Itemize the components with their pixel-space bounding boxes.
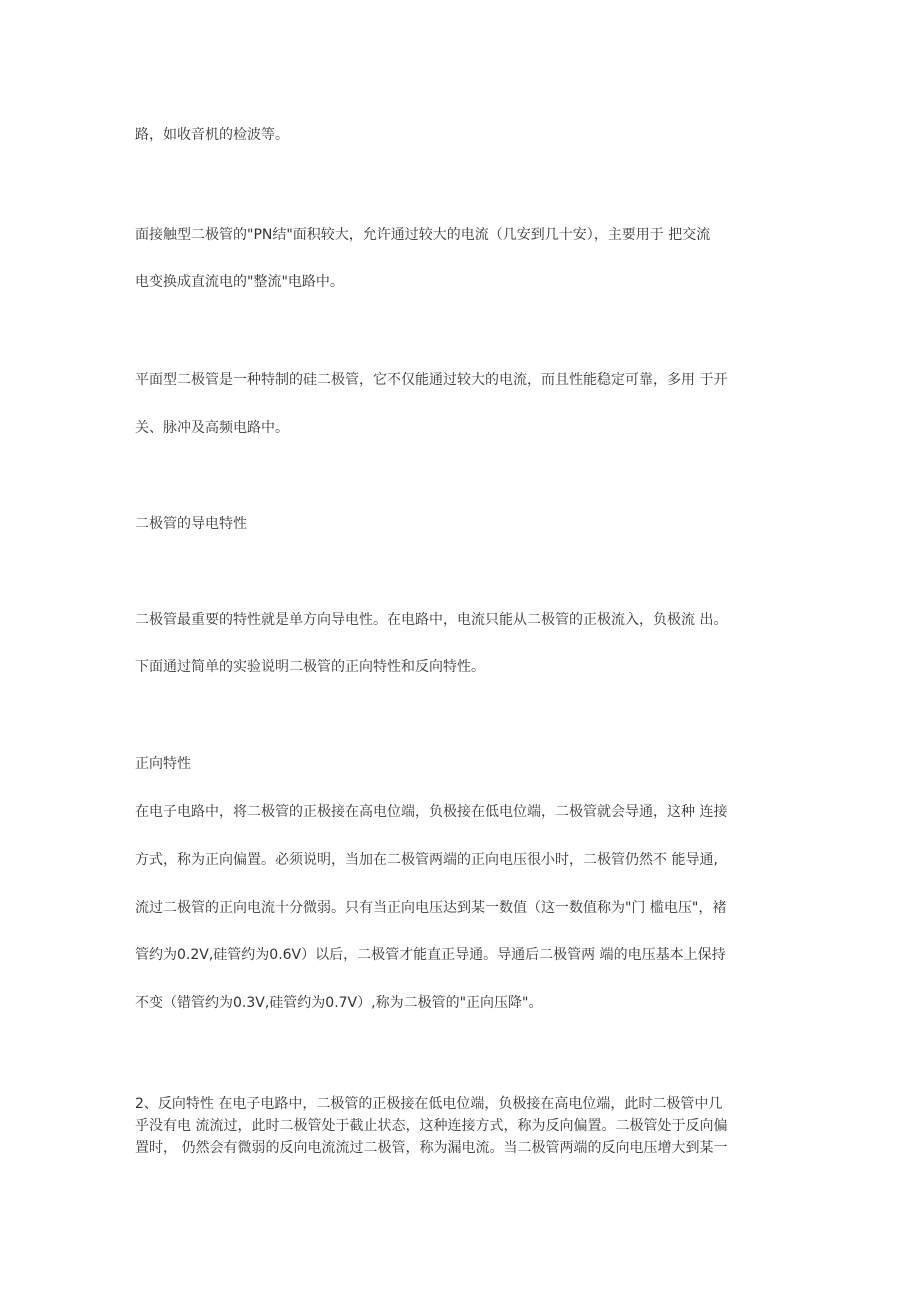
paragraph-line: 方式，称为正向偏置。必须说明，当加在二极管两端的正向电压很小时，二极管仍然不 能导通, xyxy=(135,852,718,868)
paragraph-line: 流过二极管的正向电流十分微弱。只有当正向电压达到某一数值（这一数值称为"门 槛电压"，褚 xyxy=(135,900,727,916)
paragraph-line: 置时， 仍然会有微弱的反向电流流过二极管，称为漏电流。当二极管两端的反向电压增大到某一 xyxy=(135,1140,728,1156)
paragraph-line: 管约为0.2V,硅管约为0.6V）以后，二极管才能直正导通。导通后二极管两 端的电压基本上保持 xyxy=(135,947,726,963)
paragraph-line: 电变换成直流电的"整流"电路中。 xyxy=(135,274,344,290)
paragraph-line: 2、反向特性 在电子电路中，二极管的正极接在低电位端，负极接在高电位端，此时二极管中几 xyxy=(135,1096,723,1112)
paragraph-line: 下面通过简单的实验说明二极管的正向特性和反向特性。 xyxy=(135,659,485,675)
paragraph-line: 乎没有电 流流过，此时二极管处于截止状态，这种连接方式，称为反向偏置。二极管处于反向偏 xyxy=(135,1118,728,1134)
paragraph-line: 在电子电路中，将二极管的正极接在高电位端，负极接在低电位端，二极管就会导通，这种 连接 xyxy=(135,804,728,820)
paragraph-line: 面接触型二极管的"PN结"面积较大，允许通过较大的电流（几安到几十安），主要用于 把交流 xyxy=(135,227,711,243)
paragraph-line: 二极管最重要的特性就是单方向导电性。在电路中，电流只能从二极管的正极流入，负极流 出。 xyxy=(135,612,728,628)
paragraph-line: 平面型二极管是一种特制的硅二极管，它不仅能通过较大的电流，而且性能稳定可靠，多用 于开 xyxy=(135,372,728,388)
section-heading: 二极管的导电特性 xyxy=(135,516,247,532)
paragraph-line: 不变（错管约为0.3V,硅管约为0.7V）,称为二极管的"正向压降"。 xyxy=(135,995,543,1011)
section-heading: 正向特性 xyxy=(135,756,191,772)
dense-paragraph xyxy=(135,1093,787,1159)
paragraph-line: 关、脉冲及高频电路中。 xyxy=(135,420,289,436)
paragraph-line: 路，如收音机的检波等。 xyxy=(135,127,289,143)
